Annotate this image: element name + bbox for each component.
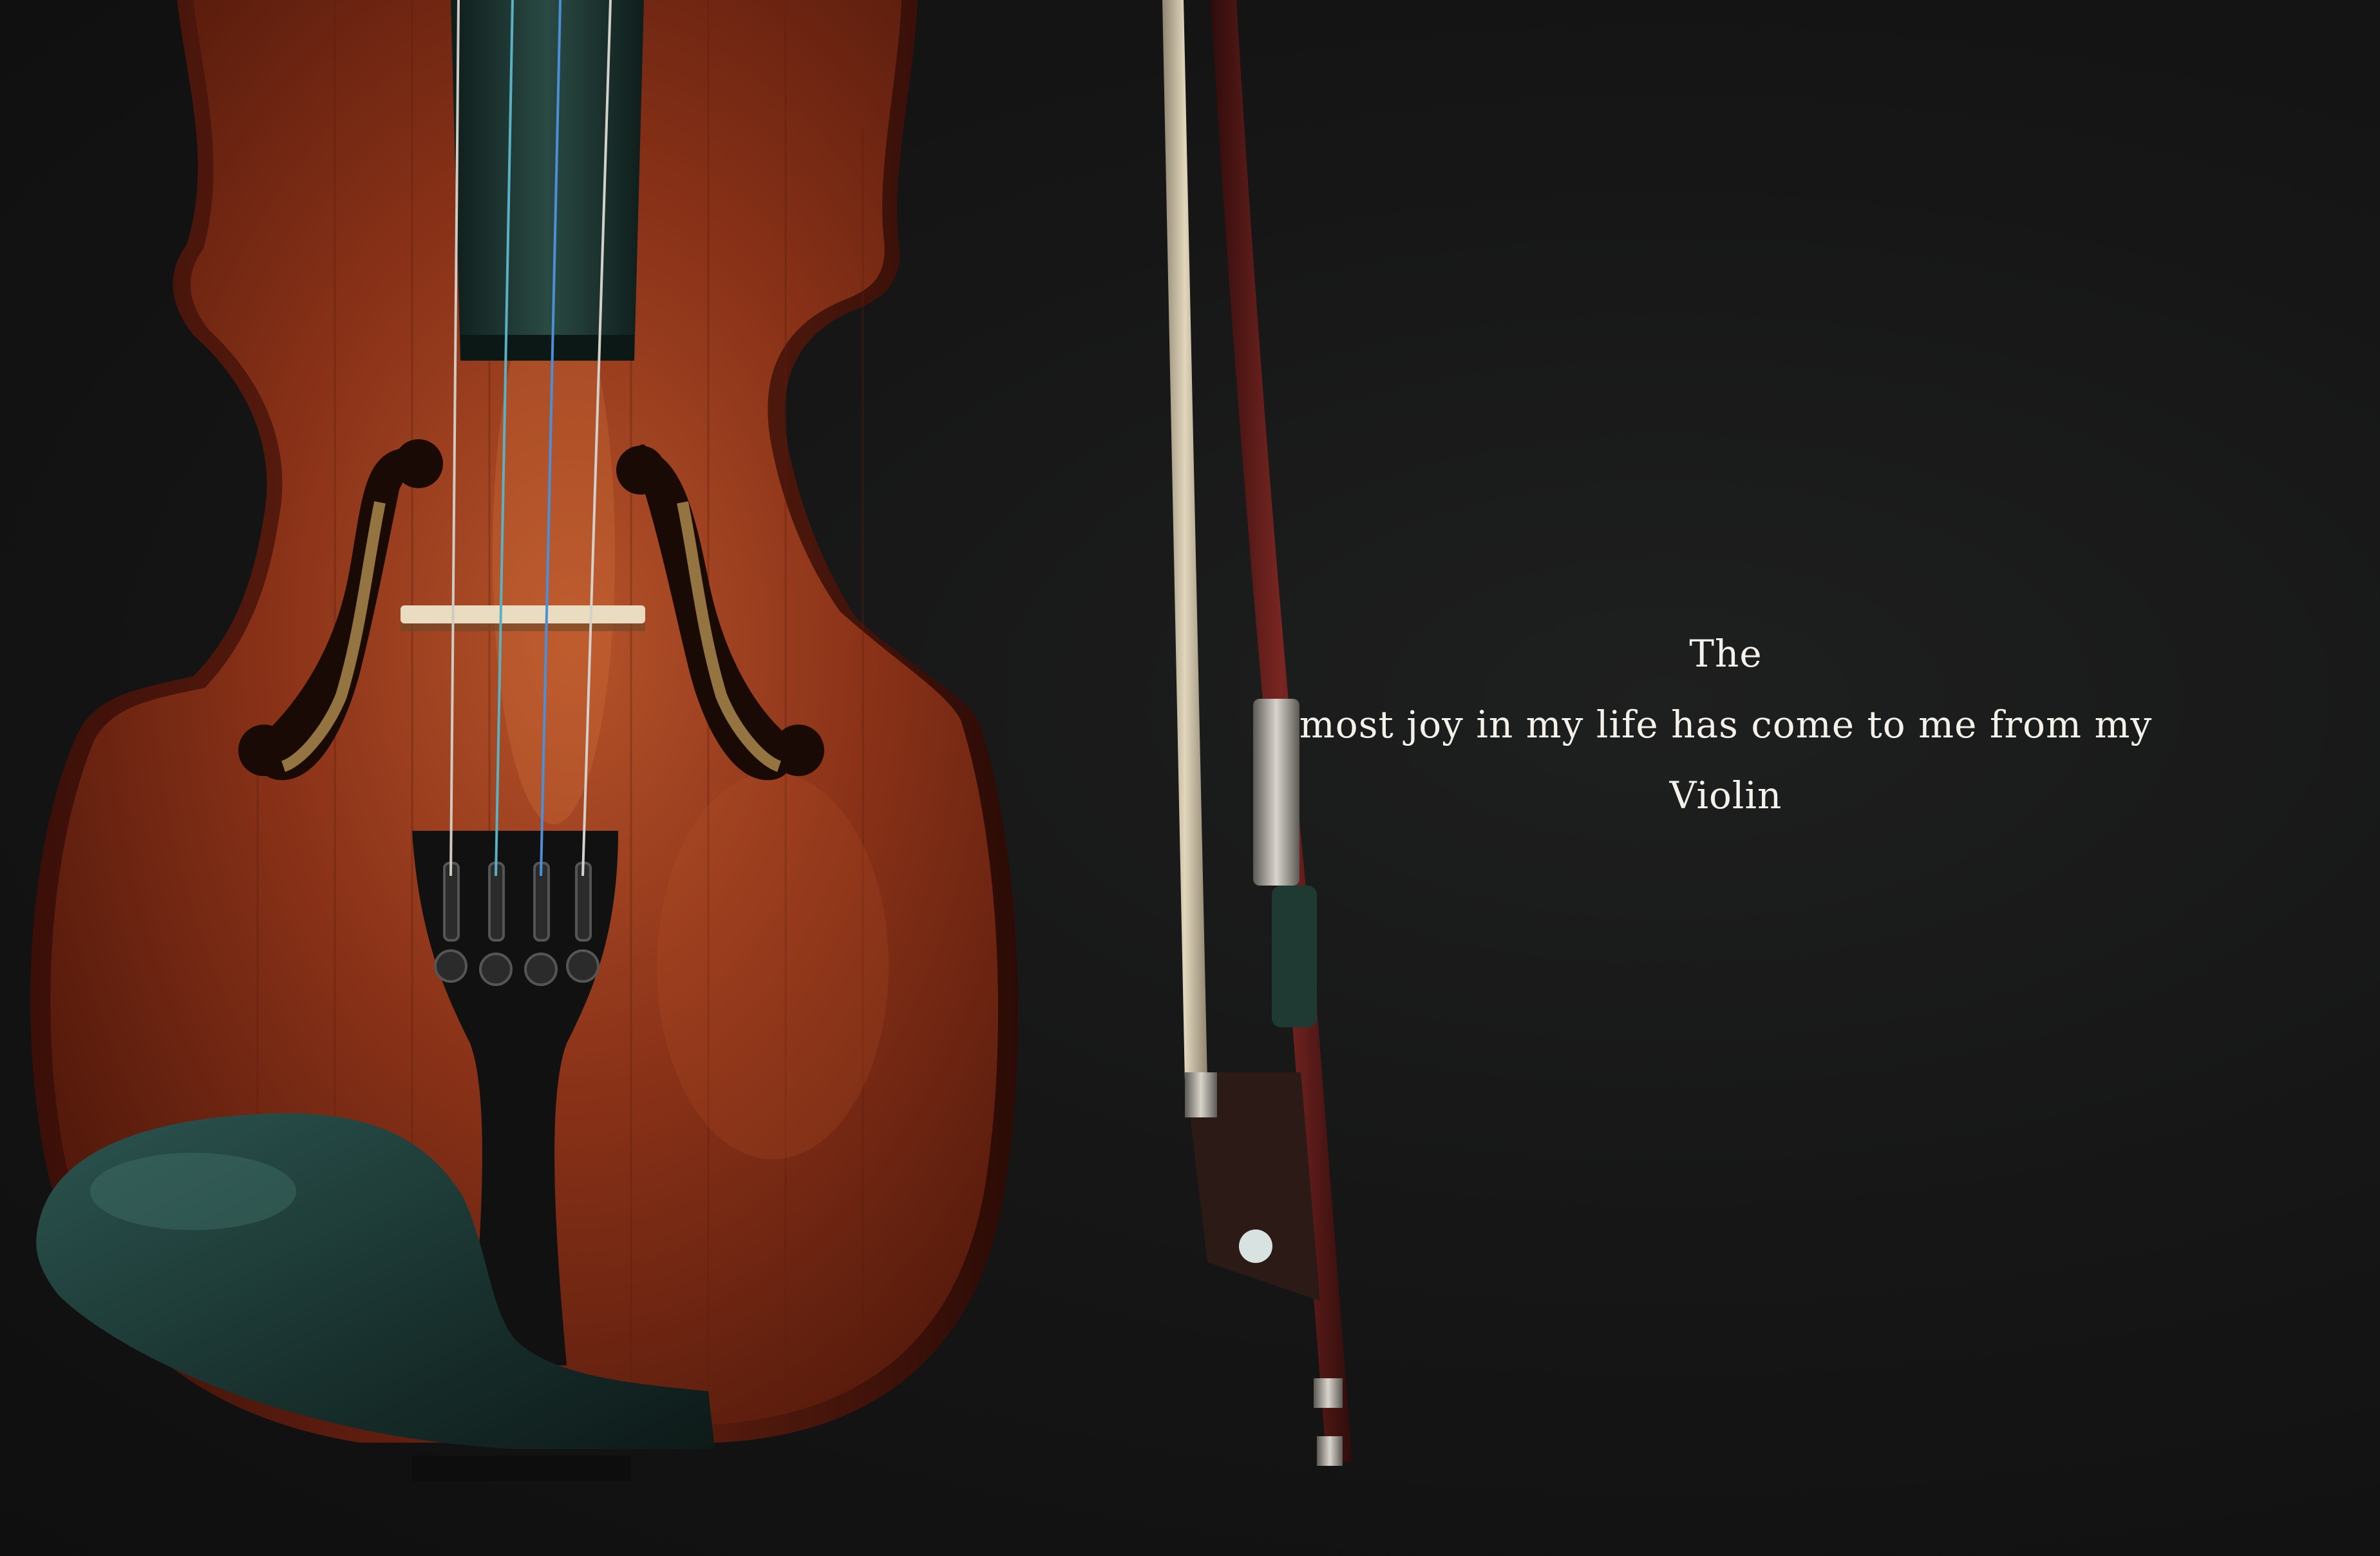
bow-button [1314, 1378, 1343, 1408]
bridge-shadow [401, 623, 645, 631]
wood-highlight-2 [657, 773, 889, 1159]
quote-line-1: The [1689, 632, 1762, 676]
f-hole-right-bottom [773, 725, 824, 776]
f-hole-left-bottom [238, 725, 290, 776]
endpin-base [412, 1456, 631, 1481]
f-hole-right-top [616, 446, 665, 495]
quote-line-2: most joy in my life has come to me from my [1299, 703, 2153, 746]
bow-hair [1162, 0, 1207, 1082]
bow-grip [1272, 886, 1317, 1027]
quote-line-3: Violin [1669, 773, 1782, 817]
fingerboard [451, 0, 644, 361]
bow-button-end [1317, 1436, 1343, 1466]
chinrest-shine [90, 1153, 296, 1230]
frog-ferrule [1185, 1072, 1217, 1117]
quote-text [1288, 618, 2164, 831]
violin [30, 0, 1018, 1481]
bridge [401, 605, 645, 623]
fingerboard-end [460, 335, 634, 361]
frog-eye [1239, 1229, 1272, 1263]
wood-highlight [493, 283, 615, 824]
f-hole-left-top [394, 439, 443, 488]
